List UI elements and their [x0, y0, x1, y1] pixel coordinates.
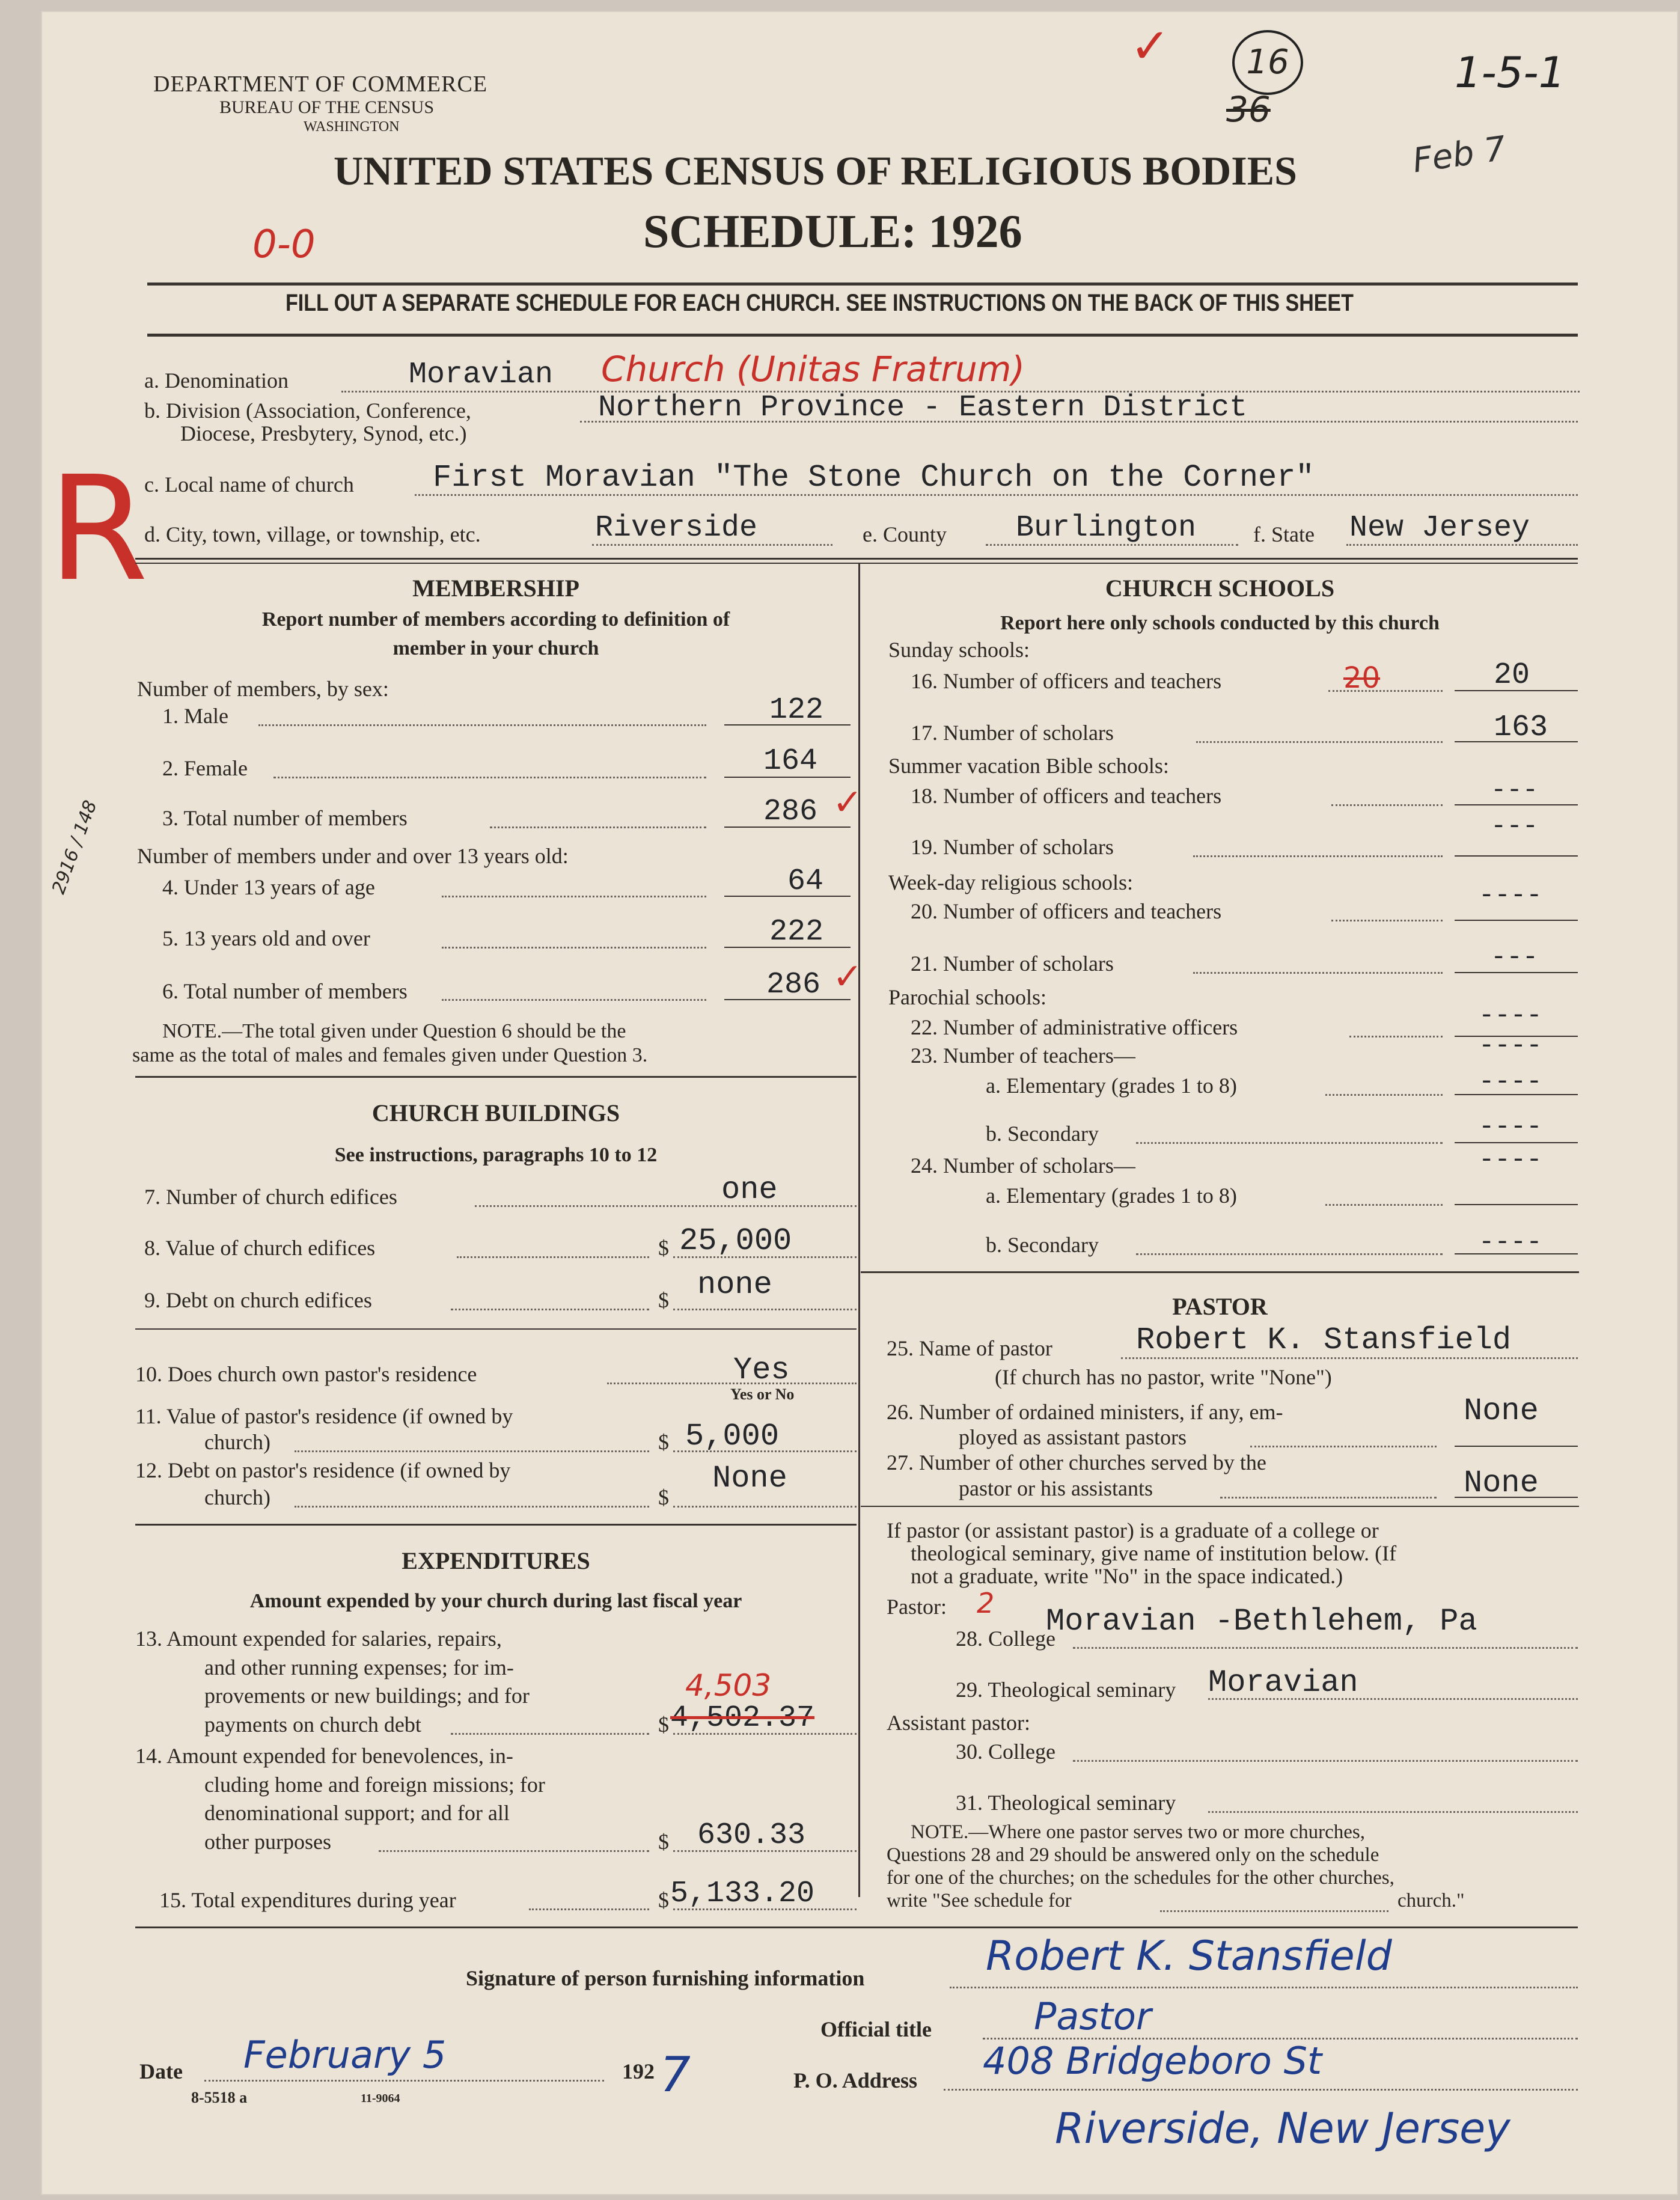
- pastor-mark: 2: [977, 1587, 995, 1619]
- form-number: 8-5518 a: [191, 2089, 248, 2106]
- parochial-schools-label: Parochial schools:: [888, 985, 1046, 1009]
- q16-struck: 20: [1343, 661, 1381, 695]
- q10-label: 10. Does church own pastor's residence: [135, 1362, 477, 1386]
- city-value: Riverside: [595, 511, 758, 545]
- q23-label: 23. Number of teachers—: [911, 1043, 1135, 1068]
- date-label: Date: [139, 2059, 183, 2083]
- q8-value: 25,000: [679, 1223, 792, 1259]
- q6-label: 6. Total number of members: [162, 979, 408, 1003]
- schools-heading: CHURCH SCHOOLS: [1105, 575, 1335, 602]
- q28-label: 28. College: [956, 1627, 1055, 1651]
- q13-corrected: 4,503: [685, 1668, 772, 1703]
- q9-value: none: [697, 1267, 772, 1303]
- sunday-schools-label: Sunday schools:: [888, 638, 1030, 662]
- po-address-value-2: Riverside, New Jersey: [1055, 2104, 1510, 2153]
- q12-label: 12. Debt on pastor's residence (if owned by: [135, 1458, 511, 1482]
- q4-label: 4. Under 13 years of age: [162, 875, 375, 899]
- summer-schools-label: Summer vacation Bible schools:: [888, 754, 1169, 778]
- q13-label-3: provements or new buildings; and for: [204, 1684, 530, 1708]
- q14-label-4: other purposes: [204, 1830, 331, 1854]
- q6-value: 286: [766, 968, 821, 1002]
- q8-label: 8. Value of church edifices: [144, 1236, 376, 1260]
- division-label-2: Diocese, Presbytery, Synod, etc.): [180, 421, 467, 445]
- q9-dollar: $: [658, 1288, 669, 1312]
- pastor-note-3: for one of the churches; on the schedules for the other churches,: [887, 1867, 1394, 1889]
- corner-mark: 1-5-1: [1455, 48, 1566, 97]
- q11-label: 11. Value of pastor's residence (if owned by: [135, 1404, 513, 1428]
- graduate-note-3: not a graduate, write "No" in the space indicated.): [911, 1564, 1343, 1588]
- q14-dollar: $: [658, 1830, 669, 1854]
- q5-value: 222: [769, 915, 824, 949]
- q13-dollar: $: [658, 1713, 669, 1737]
- members-by-sex-label: Number of members, by sex:: [137, 677, 389, 701]
- zero-mark: 0-0: [252, 222, 316, 267]
- q14-label-2: cluding home and foreign missions; for: [204, 1773, 545, 1797]
- year-value: 7: [660, 2047, 691, 2103]
- q9-label: 9. Debt on church edifices: [144, 1288, 372, 1312]
- q11-dollar: $: [658, 1430, 669, 1454]
- buildings-heading: CHURCH BUILDINGS: [371, 1099, 620, 1126]
- q25-label: 25. Name of pastor: [887, 1336, 1052, 1360]
- county-value: Burlington: [1016, 511, 1197, 545]
- q12-label-2: church): [204, 1485, 270, 1509]
- q26-value: None: [1464, 1393, 1539, 1429]
- official-title-value: Pastor: [1034, 1994, 1152, 2038]
- q23a-value: ----: [1479, 1067, 1542, 1097]
- q26-label-2: ployed as assistant pastors: [959, 1425, 1187, 1449]
- q19-label: 19. Number of scholars: [911, 835, 1114, 859]
- expenditures-subheading: Amount expended by your church during last fiscal year: [249, 1590, 742, 1612]
- q29-value: Moravian: [1208, 1665, 1358, 1700]
- q24-label: 24. Number of scholars—: [911, 1153, 1135, 1178]
- q13-label-4: payments on church debt: [204, 1713, 421, 1737]
- signature-value: Robert K. Stansfield: [986, 1933, 1392, 1980]
- pastor-label: Pastor:: [887, 1595, 947, 1619]
- q16-label: 16. Number of officers and teachers: [911, 669, 1222, 693]
- pastor-note: NOTE.—Where one pastor serves two or more churches,: [911, 1821, 1365, 1843]
- q12-dollar: $: [658, 1485, 669, 1509]
- q18-label: 18. Number of officers and teachers: [911, 784, 1222, 808]
- q2-value: 164: [763, 744, 818, 778]
- q21-value: ---: [1491, 943, 1539, 973]
- q19-value: ---: [1491, 811, 1539, 842]
- q1-label: 1. Male: [162, 704, 228, 728]
- q15-dollar: $: [658, 1888, 669, 1912]
- q17-value: 163: [1494, 710, 1548, 745]
- q17-label: 17. Number of scholars: [911, 721, 1114, 745]
- local-name-value: First Moravian "The Stone Church on the Corner": [433, 460, 1315, 495]
- q31-label: 31. Theological seminary: [956, 1791, 1176, 1815]
- q11-label-2: church): [204, 1430, 270, 1454]
- signature-label: Signature of person furnishing information: [466, 1966, 865, 1990]
- q13-value: 4,502.37: [670, 1701, 815, 1735]
- feb-mark: Feb 7: [1410, 129, 1509, 181]
- po-address-value: 408 Bridgeboro St: [983, 2039, 1322, 2083]
- q12-value: None: [712, 1461, 787, 1496]
- division-label: b. Division (Association, Conference,: [144, 399, 471, 423]
- city-label: d. City, town, village, or township, etc.: [144, 522, 481, 546]
- print-number: 11-9064: [361, 2092, 400, 2105]
- state-label: f. State: [1253, 522, 1315, 546]
- q24a-value: ----: [1479, 1145, 1542, 1175]
- q13-label: 13. Amount expended for salaries, repairs,: [135, 1627, 502, 1651]
- q10-value: Yes: [733, 1352, 790, 1388]
- q5-label: 5. 13 years old and over: [162, 926, 370, 950]
- q25-value: Robert K. Stansfield: [1136, 1322, 1512, 1358]
- q21-label: 21. Number of scholars: [911, 952, 1114, 976]
- q3-label: 3. Total number of members: [162, 806, 408, 830]
- local-name-label: c. Local name of church: [144, 472, 354, 497]
- denomination-label: a. Denomination: [144, 368, 289, 393]
- q14-label: 14. Amount expended for benevolences, in-: [135, 1744, 513, 1768]
- check-mark-top: ✓: [1130, 20, 1171, 73]
- date-value: February 5: [243, 2033, 447, 2077]
- pastor-note-4: write "See schedule for: [887, 1890, 1072, 1911]
- county-label: e. County: [863, 522, 947, 546]
- circled-number: 16: [1232, 30, 1303, 95]
- graduate-note: If pastor (or assistant pastor) is a graduate of a college or: [887, 1518, 1379, 1542]
- q7-label: 7. Number of church edifices: [144, 1185, 397, 1209]
- q18-value: ---: [1491, 775, 1539, 805]
- q27-label: 27. Number of other churches served by the: [887, 1450, 1266, 1474]
- q1-value: 122: [769, 693, 824, 727]
- pastor-note-5: church.": [1397, 1890, 1465, 1911]
- q8-dollar: $: [658, 1236, 669, 1260]
- q27-label-2: pastor or his assistants: [959, 1476, 1153, 1500]
- q23-value-header: ----: [1479, 1031, 1542, 1061]
- graduate-note-2: theological seminary, give name of institution below. (If: [911, 1541, 1397, 1565]
- q25-hint: (If church has no pastor, write "None"): [995, 1365, 1332, 1389]
- pastor-heading: PASTOR: [1172, 1293, 1268, 1320]
- q20-label: 20. Number of officers and teachers: [911, 899, 1222, 923]
- q27-value: None: [1464, 1465, 1539, 1501]
- under-over-label: Number of members under and over 13 years old:: [137, 844, 569, 868]
- q24b-label: b. Secondary: [986, 1233, 1099, 1257]
- q26-label: 26. Number of ordained ministers, if any, em-: [887, 1400, 1283, 1424]
- q22-value: ----: [1479, 1001, 1542, 1031]
- form-title: UNITED STATES CENSUS OF RELIGIOUS BODIES: [334, 148, 1297, 194]
- membership-heading: MEMBERSHIP: [412, 575, 579, 602]
- q24a-label: a. Elementary (grades 1 to 8): [986, 1184, 1237, 1208]
- expenditures-heading: EXPENDITURES: [402, 1547, 590, 1574]
- year-prefix: 192: [622, 2059, 655, 2083]
- weekday-schools-label: Week-day religious schools:: [888, 870, 1134, 894]
- q28-value: Moravian -Bethlehem, Pa: [1046, 1604, 1477, 1639]
- division-value: Northern Province - Eastern District: [598, 391, 1248, 425]
- q11-value: 5,000: [685, 1419, 780, 1454]
- q14-value: 630.33: [697, 1818, 806, 1853]
- membership-intro: Report number of members according to definition of: [261, 608, 730, 631]
- q14-label-3: denominational support; and for all: [204, 1801, 510, 1825]
- instruction-banner: FILL OUT A SEPARATE SCHEDULE FOR EACH CHURCH. SEE INSTRUCTIONS ON THE BACK OF THIS SHEET: [286, 290, 1354, 316]
- q24b-value: ----: [1479, 1227, 1542, 1257]
- q7-value: one: [721, 1172, 778, 1208]
- q23a-label: a. Elementary (grades 1 to 8): [986, 1074, 1237, 1098]
- q30-label: 30. College: [956, 1740, 1055, 1764]
- department-name: DEPARTMENT OF COMMERCE: [153, 72, 488, 97]
- q15-value: 5,133.20: [670, 1877, 815, 1911]
- official-title-label: Official title: [820, 2017, 932, 2041]
- q23b-label: b. Secondary: [986, 1122, 1099, 1146]
- q10-hint: Yes or No: [730, 1386, 795, 1403]
- buildings-subheading: See instructions, paragraphs 10 to 12: [334, 1144, 658, 1166]
- q6-check: ✓: [832, 957, 863, 997]
- q16-value: 20: [1494, 658, 1530, 692]
- assistant-pastor-label: Assistant pastor:: [887, 1711, 1030, 1735]
- membership-note-2: same as the total of males and females given under Question 3.: [132, 1044, 648, 1066]
- q4-value: 64: [787, 864, 824, 899]
- state-value: New Jersey: [1349, 511, 1530, 545]
- pastor-note-2: Questions 28 and 29 should be answered only on the schedule: [887, 1844, 1379, 1866]
- q3-check: ✓: [832, 783, 863, 822]
- q15-label: 15. Total expenditures during year: [159, 1888, 456, 1912]
- bureau-name: BUREAU OF THE CENSUS: [219, 97, 434, 117]
- denomination-value: Moravian: [409, 358, 554, 392]
- denomination-handwritten: Church (Unitas Fratrum): [601, 349, 1025, 390]
- q2-label: 2. Female: [162, 756, 248, 780]
- struck-number: 36: [1226, 89, 1271, 130]
- city-name: WASHINGTON: [304, 119, 400, 135]
- form-subtitle: SCHEDULE: 1926: [643, 205, 1022, 257]
- schools-intro: Report here only schools conducted by this church: [1000, 612, 1440, 634]
- q29-label: 29. Theological seminary: [956, 1678, 1176, 1702]
- q22-label: 22. Number of administrative officers: [911, 1015, 1238, 1039]
- po-address-label: P. O. Address: [793, 2068, 918, 2092]
- q13-label-2: and other running expenses; for im-: [204, 1655, 514, 1679]
- membership-note: NOTE.—The total given under Question 6 should be the: [162, 1020, 626, 1042]
- r-mark: R: [48, 445, 148, 613]
- membership-intro-2: member in your church: [393, 637, 599, 659]
- q20-value: ----: [1479, 881, 1542, 911]
- q3-value: 286: [763, 795, 818, 829]
- margin-note: 2916 / 148: [48, 798, 102, 897]
- q23b-value: ----: [1479, 1112, 1542, 1142]
